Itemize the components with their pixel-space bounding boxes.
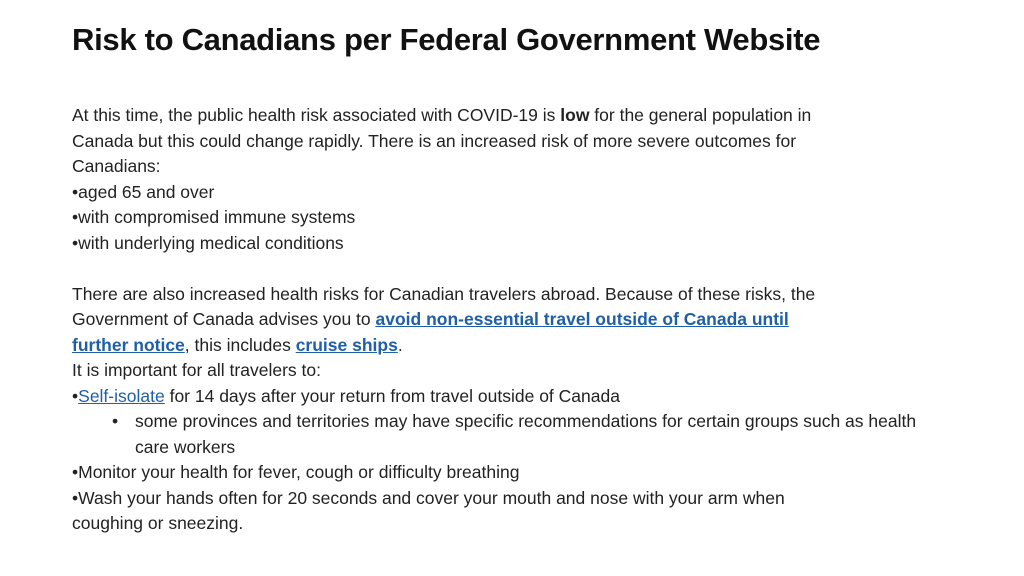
intro-line-3: Canadians: bbox=[72, 156, 161, 176]
risk-group-item: •with underlying medical conditions bbox=[72, 232, 344, 253]
bullet: • bbox=[72, 385, 79, 406]
self-isolate-link[interactable]: Self-isolate bbox=[78, 385, 165, 406]
slide-title: Risk to Canadians per Federal Government Website bbox=[72, 22, 821, 57]
travel-line-1: There are also increased health risks for Canadian travelers abroad. Because of these risks, the bbox=[72, 283, 816, 304]
risk-group-item: •with compromised immune systems bbox=[72, 207, 356, 227]
travel-end-period: . bbox=[397, 334, 403, 355]
avoid-travel-link-continued[interactable]: further notice bbox=[72, 334, 185, 355]
wash-hands-item-line-2: coughing or sneezing. bbox=[72, 513, 244, 533]
intro-line-2: Canada but this could change rapidly. There is an increased risk of more severe outcomes for bbox=[72, 130, 797, 151]
provinces-sub-item bbox=[72, 409, 932, 460]
self-isolate-item bbox=[72, 384, 932, 410]
travel-line-3 bbox=[72, 333, 932, 359]
wash-hands-item-line-1: •Wash your hands often for 20 seconds and cover your mouth and nose with your arm when bbox=[72, 487, 785, 508]
risk-level-emphasis: low bbox=[560, 105, 590, 125]
avoid-travel-link[interactable]: avoid non-essential travel outside of Canada until bbox=[375, 309, 789, 329]
travel-line-2 bbox=[72, 307, 932, 333]
intro-text-after: for the general population in bbox=[589, 105, 812, 125]
self-isolate-text: for 14 days after your return from travel outside of Canada bbox=[164, 385, 620, 406]
travelers-intro-line: It is important for all travelers to: bbox=[72, 360, 321, 380]
travel-advice-text: Government of Canada advises you to bbox=[72, 309, 376, 329]
monitor-health-item: •Monitor your health for fever, cough or difficulty breathing bbox=[72, 462, 520, 482]
cruise-ships-link[interactable]: cruise ships bbox=[295, 334, 398, 355]
paragraph-spacer bbox=[72, 256, 932, 282]
sub-bullet: • bbox=[112, 411, 119, 431]
risk-group-item: •aged 65 and over bbox=[72, 181, 215, 202]
intro-line-1 bbox=[72, 103, 932, 129]
intro-text-before: At this time, the public health risk associated with COVID-19 is bbox=[72, 105, 561, 125]
slide-body bbox=[72, 103, 932, 537]
travel-includes-text: , this includes bbox=[184, 334, 296, 355]
provinces-sub-item-text: some provinces and territories may have specific recommendations for certain groups such as health care workers bbox=[135, 411, 917, 457]
